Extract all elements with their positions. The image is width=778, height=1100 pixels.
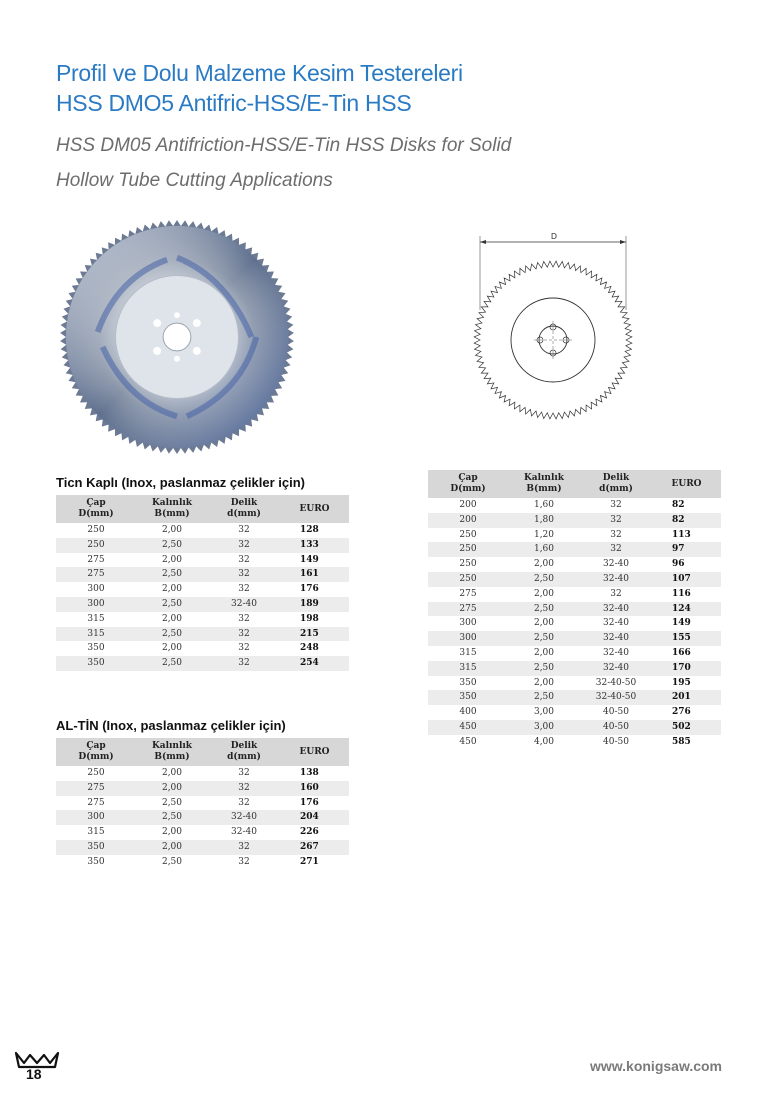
cell-euro: 149: [300, 554, 319, 565]
cell-bore: 32: [208, 538, 280, 553]
cell-bore: 32-40: [580, 661, 652, 676]
cell-thickness: 2,00: [533, 588, 555, 599]
dimension-d-label: D: [550, 232, 558, 241]
main-price-table: [428, 470, 721, 750]
main-table-row: [428, 735, 721, 750]
cell-bore: 32-40: [603, 618, 629, 629]
cell-thickness: 2,00: [161, 613, 183, 624]
cell-bore: 32-40-50: [580, 690, 652, 705]
drawing-teeth: [474, 261, 632, 419]
page-title: [56, 58, 463, 118]
cell-diameter: 250: [428, 572, 508, 587]
cell-diameter: 250: [87, 768, 105, 778]
saw-blade-photo: [58, 218, 296, 456]
cell-diameter: 400: [459, 707, 477, 718]
cell-euro: 195: [672, 677, 691, 688]
col-header-thickness: Kalınlık B(mm): [508, 470, 580, 498]
cell-diameter: 300: [56, 597, 136, 612]
cell-diameter: 275: [428, 602, 508, 617]
altin-table-row: [56, 855, 349, 870]
cell-bore: 32: [238, 613, 250, 624]
cell-bore: 32: [610, 588, 622, 599]
cell-bore: 32: [208, 656, 280, 671]
cell-thickness: 2,50: [508, 631, 580, 646]
cell-euro: 170: [652, 661, 721, 676]
cell-bore: 32: [238, 768, 250, 778]
cell-bore: 32: [208, 781, 280, 796]
cell-bore: 32: [208, 840, 280, 855]
cell-bore: 32: [580, 542, 652, 557]
cell-diameter: 315: [56, 627, 136, 642]
page-subtitle: [56, 128, 511, 198]
cell-thickness: 2,50: [508, 572, 580, 587]
main-table-row: [428, 542, 721, 557]
cell-euro: 166: [672, 647, 691, 658]
cell-bore: 32-40: [580, 602, 652, 617]
cell-bore: 32: [238, 584, 250, 595]
cell-euro: 215: [280, 627, 349, 642]
cell-thickness: 3,00: [508, 720, 580, 735]
cell-euro: 124: [652, 602, 721, 617]
cell-diameter: 350: [56, 840, 136, 855]
main-table-row: [428, 690, 721, 705]
cell-diameter: 275: [459, 588, 477, 599]
cell-euro: 128: [300, 525, 319, 535]
main-table-row: [428, 720, 721, 735]
cell-diameter: 250: [56, 538, 136, 553]
cell-euro: 107: [652, 572, 721, 587]
main-table-row: [428, 572, 721, 587]
cell-diameter: 350: [428, 690, 508, 705]
main-table-row: [428, 528, 721, 543]
col-header-diameter: Çap D(mm): [428, 470, 508, 498]
col-header-diameter: Çap D(mm): [56, 495, 136, 523]
cell-bore: 32-40: [603, 647, 629, 658]
cell-diameter: 350: [459, 677, 477, 688]
cell-diameter: 350: [87, 643, 105, 654]
altin-table-row: [56, 766, 349, 781]
ticn-table-row: [56, 597, 349, 612]
main-table-row: [428, 631, 721, 646]
cell-thickness: 2,50: [161, 856, 183, 867]
ticn-table-row: [56, 582, 349, 597]
cell-euro: 189: [280, 597, 349, 612]
cell-euro: 149: [672, 618, 691, 629]
cell-diameter: 250: [459, 529, 477, 540]
cell-bore: 32-40: [231, 827, 257, 838]
cell-thickness: 2,00: [161, 827, 183, 838]
cell-diameter: 315: [428, 661, 508, 676]
cell-diameter: 250: [459, 559, 477, 570]
col-header-bore: Delik d(mm): [208, 738, 280, 766]
altin-table-row: [56, 781, 349, 796]
col-header-thickness: Kalınlık B(mm): [136, 495, 208, 523]
cell-euro: 248: [300, 643, 319, 654]
ticn-table-row: [56, 567, 349, 582]
main-table-row: [428, 616, 721, 631]
cell-euro: 226: [300, 827, 319, 838]
cell-bore: 32: [238, 797, 250, 808]
cell-thickness: 2,50: [161, 797, 183, 808]
website-link[interactable]: www.konigsaw.com: [590, 1058, 722, 1074]
cell-diameter: 450: [428, 720, 508, 735]
cell-thickness: 3,00: [533, 707, 555, 718]
cell-diameter: 275: [56, 781, 136, 796]
cell-euro: 267: [280, 840, 349, 855]
cell-euro: 201: [652, 690, 721, 705]
main-table-row: [428, 498, 721, 513]
cell-bore: 32: [610, 500, 622, 510]
cell-euro: 161: [280, 567, 349, 582]
col-header-bore: Delik d(mm): [580, 470, 652, 498]
cell-euro: 82: [672, 500, 685, 510]
ticn-table-row: [56, 553, 349, 568]
cell-thickness: 2,00: [161, 525, 183, 535]
cell-thickness: 2,50: [136, 567, 208, 582]
cell-thickness: 1,60: [508, 542, 580, 557]
cell-diameter: 300: [87, 584, 105, 595]
page-number: 18: [26, 1066, 42, 1082]
ticn-table-row: [56, 656, 349, 671]
blade-technical-drawing: [468, 230, 638, 422]
cell-thickness: 1,60: [533, 500, 555, 510]
cell-thickness: 2,50: [508, 690, 580, 705]
cell-thickness: 2,00: [161, 643, 183, 654]
cell-diameter: 350: [56, 656, 136, 671]
cell-euro: 82: [652, 513, 721, 528]
cell-bore: 40-50: [580, 720, 652, 735]
cell-thickness: 1,20: [533, 529, 555, 540]
cell-bore: 32: [238, 643, 250, 654]
ticn-table-row: [56, 612, 349, 627]
cell-thickness: 2,50: [136, 538, 208, 553]
cell-thickness: 2,00: [533, 559, 555, 570]
main-table-row: [428, 513, 721, 528]
cell-euro: 585: [672, 736, 691, 747]
cell-diameter: 275: [87, 554, 105, 565]
col-header-euro: EURO: [280, 738, 349, 766]
cell-diameter: 200: [428, 513, 508, 528]
cell-diameter: 250: [87, 525, 105, 535]
cell-diameter: 275: [87, 797, 105, 808]
ticn-table-row: [56, 523, 349, 538]
cell-euro: 254: [280, 656, 349, 671]
cell-diameter: 315: [87, 827, 105, 838]
cell-euro: 116: [672, 588, 691, 599]
col-header-euro: EURO: [652, 470, 721, 498]
col-header-euro: EURO: [280, 495, 349, 523]
cell-diameter: 315: [87, 613, 105, 624]
cell-euro: 176: [300, 584, 319, 595]
cell-thickness: 2,50: [508, 602, 580, 617]
cell-bore: 32: [580, 513, 652, 528]
cell-bore: 32-40: [208, 597, 280, 612]
cell-bore: 40-50: [603, 736, 629, 747]
cell-diameter: 300: [428, 631, 508, 646]
cell-thickness: 1,80: [508, 513, 580, 528]
cell-euro: 113: [672, 529, 691, 540]
cell-bore: 32: [238, 525, 250, 535]
col-header-bore: Delik d(mm): [208, 495, 280, 523]
cell-euro: 502: [652, 720, 721, 735]
cell-thickness: 2,50: [136, 597, 208, 612]
cell-thickness: 2,00: [533, 618, 555, 629]
altin-table-heading: AL-TİN (Inox, paslanmaz çelikler için): [56, 718, 286, 733]
main-table-row: [428, 646, 721, 661]
cell-diameter: 315: [459, 647, 477, 658]
cell-thickness: 2,50: [136, 627, 208, 642]
cell-diameter: 450: [459, 736, 477, 747]
title-line-1: Profil ve Dolu Malzeme Kesim Testereleri: [56, 60, 463, 86]
cell-euro: 138: [300, 768, 319, 778]
main-table-row: [428, 587, 721, 602]
cell-euro: 176: [300, 797, 319, 808]
cell-diameter: 275: [56, 567, 136, 582]
cell-bore: 32: [238, 856, 250, 867]
cell-thickness: 2,50: [136, 810, 208, 825]
cell-diameter: 300: [56, 810, 136, 825]
cell-euro: 96: [672, 559, 685, 570]
cell-thickness: 2,00: [161, 554, 183, 565]
altin-table-row: [56, 796, 349, 811]
altin-table-row: [56, 810, 349, 825]
cell-thickness: 2,50: [508, 661, 580, 676]
main-table-row: [428, 661, 721, 676]
cell-euro: 276: [672, 707, 691, 718]
subtitle-line-1: HSS DM05 Antifriction-HSS/E-Tin HSS Disks for Solid: [56, 135, 512, 156]
subtitle-line-2: Hollow Tube Cutting Applications: [56, 170, 333, 191]
ticn-table-row: [56, 641, 349, 656]
altin-table-row: [56, 840, 349, 855]
altin-price-table: [56, 738, 349, 870]
ticn-table-row: [56, 538, 349, 553]
cell-euro: 160: [280, 781, 349, 796]
cell-euro: 198: [300, 613, 319, 624]
cell-bore: 32: [238, 554, 250, 565]
cell-thickness: 2,00: [533, 677, 555, 688]
cell-thickness: 4,00: [533, 736, 555, 747]
cell-bore: 40-50: [603, 707, 629, 718]
cell-euro: 204: [280, 810, 349, 825]
ticn-table-heading: Ticn Kaplı (Inox, paslanmaz çelikler için): [56, 475, 306, 490]
cell-bore: 32-40: [580, 572, 652, 587]
cell-diameter: 350: [87, 856, 105, 867]
main-table-row: [428, 602, 721, 617]
ticn-table-row: [56, 627, 349, 642]
cell-euro: 133: [280, 538, 349, 553]
cell-bore: 32-40-50: [595, 677, 637, 688]
cell-euro: 271: [300, 856, 319, 867]
ticn-price-table: [56, 495, 349, 671]
cell-bore: 32-40: [208, 810, 280, 825]
col-header-diameter: Çap D(mm): [56, 738, 136, 766]
cell-thickness: 2,00: [161, 584, 183, 595]
title-line-2: HSS DMO5 Antifric-HSS/E-Tin HSS: [56, 90, 412, 116]
cell-bore: 32: [610, 529, 622, 540]
cell-bore: 32: [208, 567, 280, 582]
altin-table-row: [56, 825, 349, 840]
cell-thickness: 2,00: [136, 781, 208, 796]
main-table-row: [428, 705, 721, 720]
main-table-row: [428, 676, 721, 691]
cell-diameter: 200: [459, 500, 477, 510]
cell-euro: 155: [652, 631, 721, 646]
cell-bore: 32: [208, 627, 280, 642]
cell-diameter: 300: [459, 618, 477, 629]
cell-bore: 32-40: [603, 559, 629, 570]
cell-euro: 97: [652, 542, 721, 557]
cell-thickness: 2,00: [533, 647, 555, 658]
cell-diameter: 250: [428, 542, 508, 557]
cell-thickness: 2,50: [136, 656, 208, 671]
main-table-row: [428, 557, 721, 572]
cell-thickness: 2,00: [136, 840, 208, 855]
col-header-thickness: Kalınlık B(mm): [136, 738, 208, 766]
cell-bore: 32-40: [580, 631, 652, 646]
cell-thickness: 2,00: [161, 768, 183, 778]
